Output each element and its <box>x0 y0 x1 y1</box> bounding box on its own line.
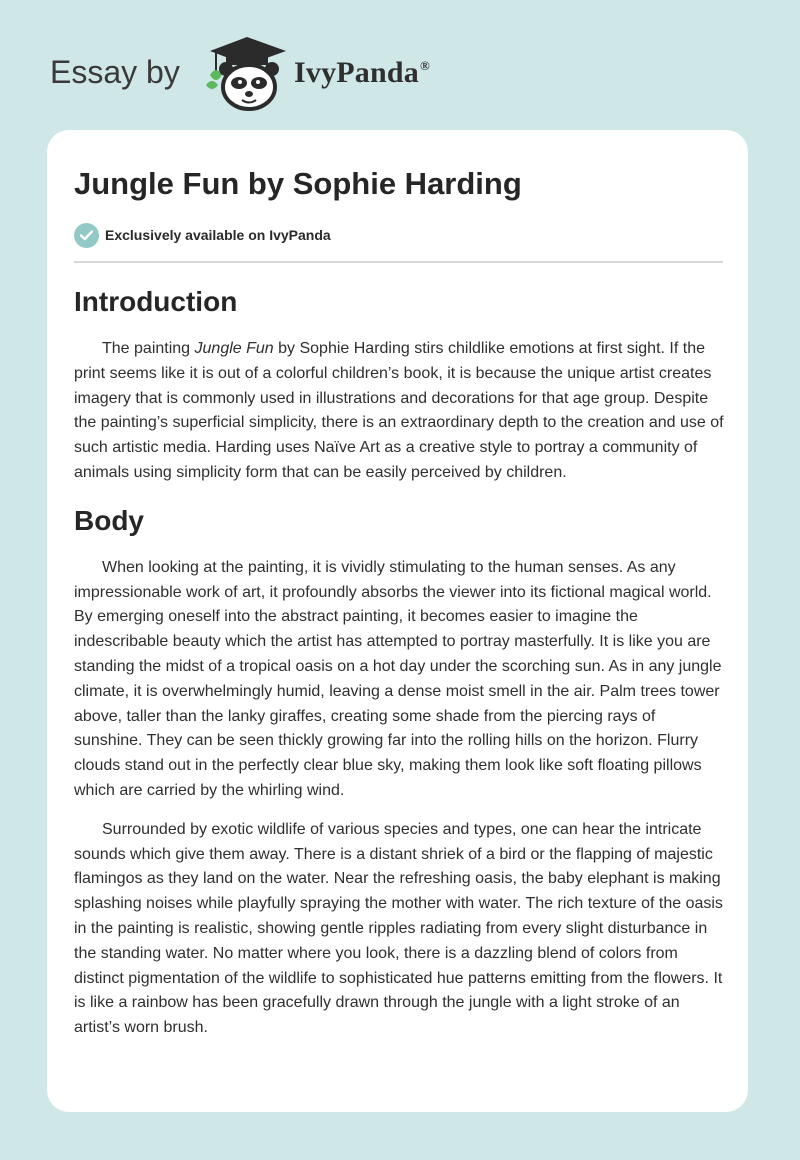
brand-name[interactable]: IvyPanda® <box>294 56 430 89</box>
painting-title: Jungle Fun <box>194 340 274 357</box>
section-heading-body: Body <box>74 504 144 536</box>
paragraph: When looking at the painting, it is vividly stimulating to the human senses. As any impressionable work of art, it profoundly absorbs the viewer into its fictional magical world. By emerging oneself into the abstract painting, it becomes easier to imagine the indescribable beauty which the artist has attempted to portray masterfully. It is like you are standing the midst of a tropical oasis on a hot day under the scorching sun. As in any jungle climate, it is overwhelmingly humid, leaving a dense moist smell in the air. Palm trees tower above, taller than the lanky giraffes, creating some shade from the piercing rays of sunshine. They can be seen thickly growing far into the rolling hills on the horizon. Flurry clouds stand out in the perfectly clear blue sky, making them look like soft floating pillows which are carried by the whirling wind. <box>74 558 722 799</box>
exclusive-label: Exclusively available on IvyPanda <box>105 227 331 243</box>
paragraph: The painting Jungle Fun by Sophie Harding stirs childlike emotions at first sight. If the print seems like it is out of a colorful children’s book, it is because the unique artist creates imagery that is commonly used in illustrations and decorations for that age group. Despite the painting’s superficial simplicity, there is an extraordinary depth to the creation and use of such artistic media. Harding uses Naïve Art as a creative style to portray a community of animals using simplicity form that can be easily perceived by children. <box>74 340 724 481</box>
title-divider <box>74 261 723 263</box>
paragraph: Surrounded by exotic wildlife of various species and types, one can hear the intricate sounds which give them away. There is a distant shriek of a bird or the flapping of majestic flamingos as they land on the water. Near the refreshing oasis, the baby elephant is making splashing noises while playfully spraying the mother with water. The rich texture of the oasis in the painting is realistic, showing gentle ripples radiating from every slight disturbance in the standing water. No matter where you look, there is a dazzling blend of colors from distinct pigmentation of the wildlife to sophisticated hue patterns emitting from the flowers. It is like a rainbow has been gracefully drawn through the jungle with a light stroke of an artist’s worn brush. <box>74 820 723 1037</box>
essay-content <box>74 285 726 1041</box>
essay-by-label: Essay by <box>50 54 180 90</box>
site-header <box>50 30 750 110</box>
essay-card <box>47 130 748 1112</box>
panda-logo-icon[interactable] <box>202 35 292 113</box>
page-title: Jungle Fun by Sophie Harding <box>74 166 522 201</box>
check-icon <box>74 223 99 248</box>
section-heading-introduction: Introduction <box>74 286 238 317</box>
exclusive-badge <box>74 222 331 248</box>
